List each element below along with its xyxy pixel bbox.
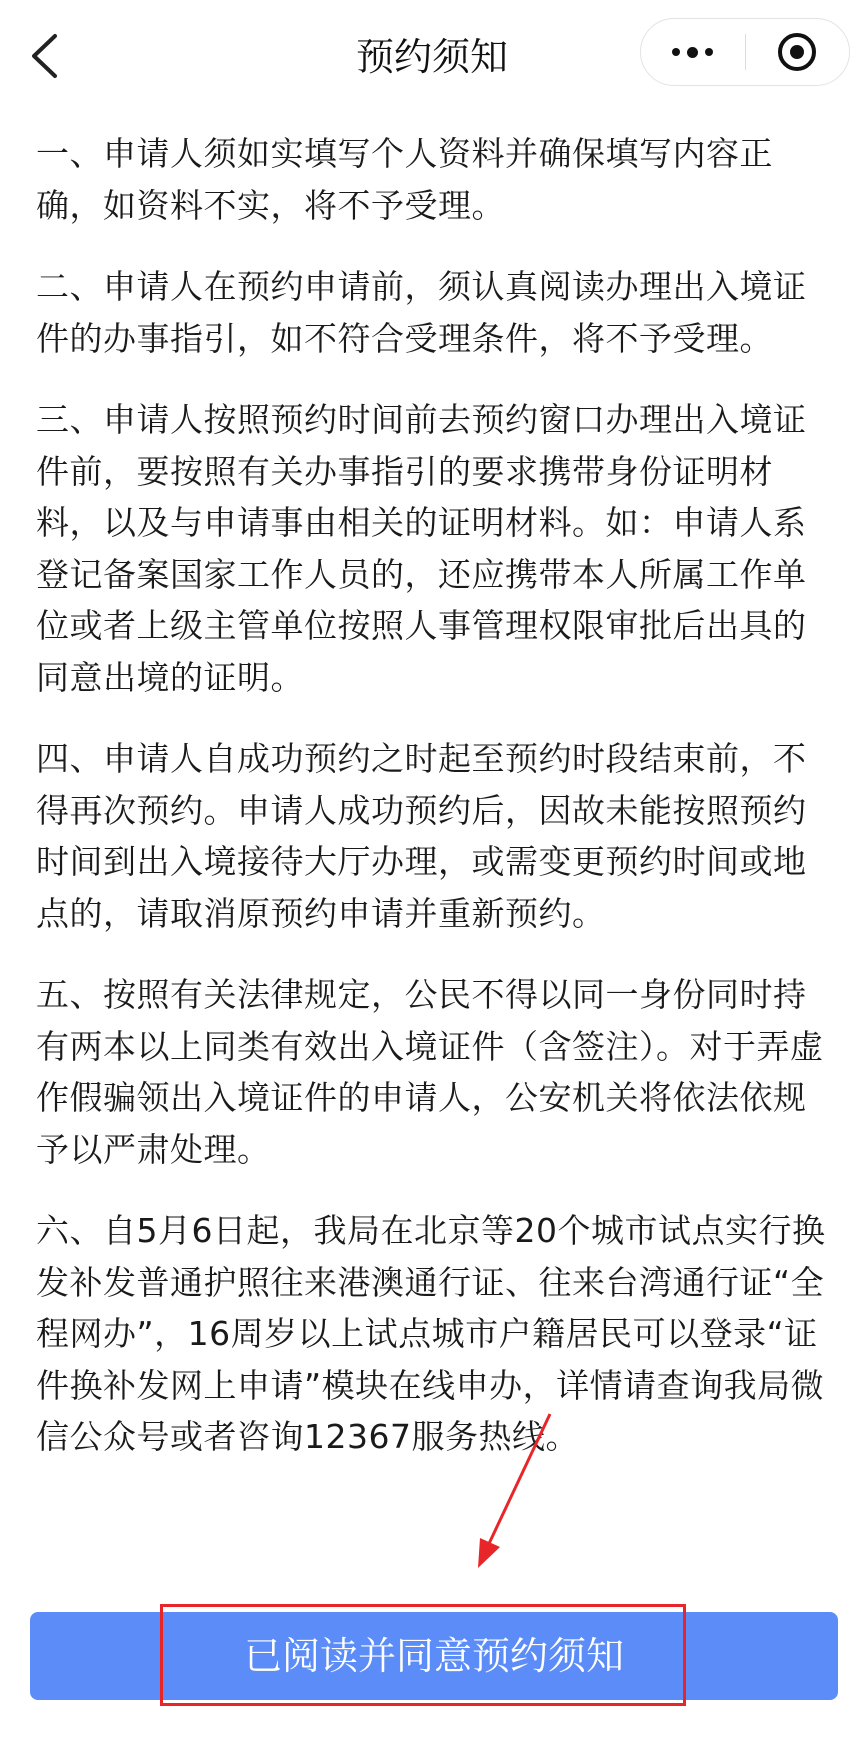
nav-bar bbox=[0, 0, 864, 115]
notice-item-2: 二、申请人在预约申请前，须认真阅读办理出入境证件的办事指引，如不符合受理条件，将不予受理。 bbox=[36, 267, 807, 358]
notice-item-4: 四、申请人自成功预约之时起至预约时段结束前，不得再次预约。申请人成功预约后，因故未能按照预约时间到出入境接待大厅办理，或需变更预约时间或地点的，请取消原预约申请并重新预约。 bbox=[36, 739, 807, 933]
more-button[interactable] bbox=[641, 19, 745, 85]
notice-item-1: 一、申请人须如实填写个人资料并确保填写内容正确，如资料不实，将不予受理。 bbox=[36, 134, 773, 225]
agree-button[interactable]: 已阅读并同意预约须知 bbox=[30, 1612, 838, 1700]
notice-item-3: 三、申请人按照预约时间前去预约窗口办理出入境证件前，要按照有关办事指引的要求携带身份证明材料，以及与申请事由相关的证明材料。如：申请人系登记备案国家工作人员的，还应携带本人所属工作单位或者上级主管单位按照人事管理权限审批后出具的同意出境的证明。 bbox=[36, 400, 807, 697]
notice-item-5: 五、按照有关法律规定，公民不得以同一身份同时持有两本以上同类有效出入境证件（含签注）。对于弄虚作假骗领出入境证件的申请人，公安机关将依法依规予以严肃处理。 bbox=[36, 975, 824, 1169]
notice-content bbox=[36, 128, 826, 1493]
target-icon bbox=[778, 33, 816, 71]
close-button[interactable] bbox=[745, 19, 849, 85]
mini-program-capsule bbox=[640, 18, 850, 86]
annotation-arrow-icon bbox=[470, 1410, 560, 1570]
more-dots-icon bbox=[672, 47, 713, 58]
notice-item-6: 六、自5月6日起，我局在北京等20个城市试点实行换发补发普通护照往来港澳通行证、往来台湾通行证“全程网办”，16周岁以上试点城市户籍居民可以登录“证件换补发网上申请”模块在线申办，详情请查询我局微信公众号或者咨询12367服务热线。 bbox=[36, 1211, 826, 1456]
page-title: 预约须知 bbox=[355, 35, 508, 79]
